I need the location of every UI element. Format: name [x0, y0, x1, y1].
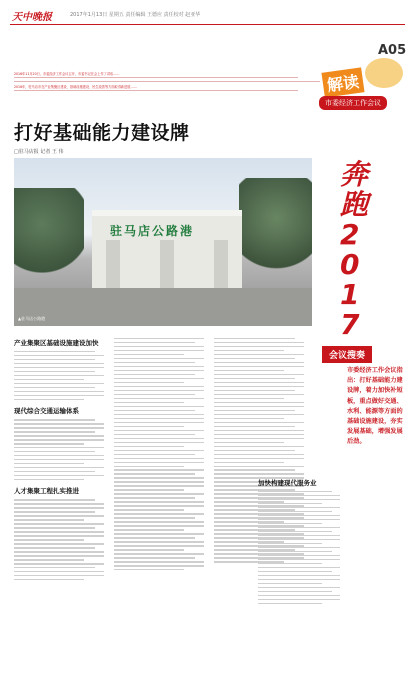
text-line	[258, 531, 332, 532]
text-line	[14, 503, 104, 504]
section-heading-4: 加快构建现代服务业	[258, 479, 317, 487]
text-line	[14, 379, 84, 380]
text-line	[14, 551, 104, 552]
text-line	[114, 338, 204, 339]
text-line	[114, 418, 204, 419]
text-line	[14, 439, 104, 440]
text-line	[214, 354, 304, 355]
text-line	[214, 434, 304, 435]
text-line	[14, 399, 84, 400]
text-line	[258, 559, 340, 560]
text-line	[214, 398, 284, 399]
section-heading-2: 现代综合交通运输体系	[14, 407, 79, 416]
photo-caption: ▲驻马店公路港	[18, 316, 46, 321]
side-tag: 会议搜奏	[322, 346, 372, 363]
masthead	[0, 0, 415, 58]
text-line	[214, 386, 304, 387]
text-line	[14, 443, 84, 444]
text-line	[114, 473, 195, 474]
text-line	[114, 561, 204, 562]
text-line	[258, 583, 322, 584]
text-line	[14, 535, 104, 536]
text-line	[14, 90, 298, 91]
text-line	[14, 435, 104, 436]
text-line	[258, 503, 322, 504]
text-line	[14, 81, 320, 82]
text-line	[114, 505, 204, 506]
text-line	[114, 489, 184, 490]
text-line	[214, 462, 284, 463]
main-photo	[14, 158, 312, 326]
section-heading-3: 人才集聚工程扎实推进	[14, 487, 79, 496]
text-line	[214, 346, 304, 347]
text-line	[14, 579, 84, 580]
text-line	[14, 427, 104, 428]
text-line	[114, 346, 204, 347]
byline: □驻马店报 记者 王 伟	[14, 149, 64, 155]
text-line	[114, 497, 195, 498]
text-line	[114, 386, 204, 387]
text-line	[214, 402, 304, 403]
text-line	[258, 575, 340, 576]
text-line	[258, 547, 340, 548]
text-line	[214, 454, 304, 455]
text-line	[114, 521, 204, 522]
text-line	[214, 418, 284, 419]
text-line	[214, 390, 295, 391]
text-line	[214, 406, 304, 407]
text-line	[258, 543, 322, 544]
text-line	[214, 430, 304, 431]
text-line	[258, 579, 340, 580]
text-line	[14, 363, 104, 364]
text-line	[214, 370, 284, 371]
text-line	[114, 553, 204, 554]
text-line	[114, 537, 195, 538]
text-line	[114, 434, 195, 435]
text-line	[258, 523, 322, 524]
masthead-logo: 天中晚报	[12, 12, 52, 23]
text-line	[14, 383, 104, 384]
text-line	[114, 426, 184, 427]
text-line	[258, 507, 340, 508]
text-line	[114, 374, 195, 375]
text-line	[114, 382, 184, 383]
text-line	[114, 469, 204, 470]
text-line	[14, 571, 104, 572]
text-line	[258, 587, 340, 588]
text-line	[258, 535, 340, 536]
text-line	[214, 358, 295, 359]
gate-sign: 驻马店公路港	[110, 224, 195, 238]
text-line	[14, 567, 95, 568]
text-line	[258, 491, 332, 492]
text-line	[14, 387, 95, 388]
text-line	[114, 545, 204, 546]
text-line	[114, 398, 204, 399]
text-line	[258, 539, 340, 540]
gate-pillar-mid	[160, 240, 174, 290]
text-line	[258, 555, 340, 556]
text-line	[214, 442, 284, 443]
text-line	[14, 391, 104, 392]
text-line	[14, 555, 104, 556]
text-line	[114, 450, 204, 451]
text-line	[214, 458, 304, 459]
text-line	[114, 477, 204, 478]
text-line	[14, 575, 104, 576]
text-line	[258, 499, 340, 500]
section-heading-1: 产业集聚区基础设施建设加快	[14, 339, 99, 347]
text-line	[214, 466, 304, 467]
text-line	[14, 547, 95, 548]
column-2	[114, 338, 204, 573]
text-line	[114, 485, 204, 486]
text-line	[14, 431, 95, 432]
gate-pillar-left	[106, 240, 120, 290]
column-4	[258, 478, 340, 607]
text-line	[214, 446, 304, 447]
tree-right	[239, 178, 312, 278]
text-line	[114, 390, 204, 391]
text-line	[14, 467, 104, 468]
text-line	[14, 451, 95, 452]
text-line	[14, 527, 95, 528]
text-line	[14, 563, 104, 564]
text-line	[114, 557, 195, 558]
text-line	[114, 342, 195, 343]
text-line	[14, 559, 84, 560]
text-line	[258, 567, 340, 568]
intro-block	[14, 72, 329, 94]
text-line	[214, 342, 304, 343]
text-line	[14, 371, 95, 372]
text-line	[114, 406, 204, 407]
text-line	[114, 458, 204, 459]
text-line	[114, 366, 204, 367]
text-line	[114, 370, 204, 371]
text-line	[214, 469, 295, 470]
text-line	[114, 533, 204, 534]
intro-paragraph-2: 2016年，驻马店市在产业集聚区建设、基础设施建设、民生改善等方面取得新进展……	[14, 84, 137, 89]
text-line	[114, 454, 195, 455]
text-line	[114, 362, 195, 363]
text-line	[14, 479, 84, 480]
text-line	[14, 375, 104, 376]
text-line	[114, 525, 204, 526]
text-line	[14, 543, 104, 544]
banner-sublabel: 市委经济工作会议	[319, 96, 387, 110]
text-line	[14, 515, 104, 516]
text-line	[14, 351, 95, 352]
text-line	[214, 438, 304, 439]
text-line	[14, 531, 104, 532]
text-line	[214, 374, 304, 375]
text-line	[14, 459, 104, 460]
text-line	[14, 423, 104, 424]
text-line	[258, 515, 340, 516]
orange-decoration-icon	[365, 58, 403, 88]
text-line	[258, 495, 340, 496]
text-line	[114, 358, 204, 359]
text-line	[114, 438, 204, 439]
page-title: 打好基础能力建设牌	[14, 122, 190, 144]
text-line	[14, 419, 95, 420]
intro-paragraph-1: 2016年11月20日，市委经济工作会议召开，市委书记在会上作了讲话……	[14, 72, 120, 76]
text-line	[14, 355, 104, 356]
text-line	[258, 519, 340, 520]
text-line	[14, 367, 104, 368]
text-line	[214, 473, 304, 474]
text-line	[114, 569, 184, 570]
gate-pillar-right	[214, 240, 228, 290]
text-line	[214, 378, 295, 379]
text-line	[214, 362, 304, 363]
text-line	[114, 350, 204, 351]
text-line	[214, 426, 295, 427]
page-number: A05	[378, 43, 407, 58]
text-line	[114, 549, 184, 550]
text-line	[114, 354, 184, 355]
text-line	[214, 422, 304, 423]
text-line	[114, 529, 184, 530]
text-line	[214, 394, 304, 395]
text-line	[14, 447, 104, 448]
text-line	[214, 414, 304, 415]
text-line	[214, 366, 304, 367]
text-line	[258, 603, 322, 604]
road	[14, 288, 312, 326]
text-line	[114, 394, 195, 395]
text-line	[114, 565, 204, 566]
text-line	[14, 77, 298, 78]
text-line	[14, 395, 104, 396]
tree-left	[14, 188, 84, 278]
text-line	[114, 517, 195, 518]
text-line	[114, 430, 204, 431]
text-line	[14, 511, 95, 512]
side-quote: 市委经济工作会议指出：打好基础能力建设牌，着力加快补短板，重点做好交通、水利、能源等方面的基础设施建设，夯实发展基础，增强发展后劲。	[347, 367, 403, 446]
text-line	[214, 410, 295, 411]
text-line	[258, 563, 322, 564]
text-line	[214, 338, 295, 339]
text-line	[114, 410, 195, 411]
text-line	[114, 446, 184, 447]
text-line	[114, 422, 204, 423]
text-line	[114, 414, 204, 415]
text-line	[114, 501, 204, 502]
masthead-rule	[10, 24, 405, 25]
text-line	[14, 471, 95, 472]
side-vertical-title: 奔跑2017	[340, 158, 369, 341]
text-line	[114, 378, 204, 379]
text-line	[258, 511, 332, 512]
text-line	[114, 509, 184, 510]
text-line	[258, 551, 332, 552]
text-line	[114, 462, 204, 463]
text-line	[14, 463, 84, 464]
text-line	[114, 493, 204, 494]
text-line	[258, 591, 332, 592]
text-line	[14, 455, 104, 456]
text-line	[214, 450, 295, 451]
text-line	[214, 382, 304, 383]
text-line	[114, 442, 204, 443]
text-line	[114, 513, 204, 514]
text-line	[114, 481, 204, 482]
text-line	[14, 507, 104, 508]
text-line	[14, 499, 95, 500]
text-line	[258, 527, 340, 528]
text-line	[14, 519, 84, 520]
text-line	[14, 359, 95, 360]
masthead-info: 2017年1月13日 星期五 责任编辑 王德应 责任校对 赵亚华	[70, 12, 201, 18]
text-line	[14, 539, 84, 540]
text-line	[258, 599, 340, 600]
text-line	[214, 350, 284, 351]
banner-label: 解读	[321, 67, 364, 97]
text-line	[114, 541, 204, 542]
text-line	[258, 595, 340, 596]
text-line	[14, 523, 104, 524]
text-line	[114, 402, 184, 403]
text-line	[114, 466, 184, 467]
column-1	[14, 338, 104, 583]
interpret-banner	[315, 58, 407, 118]
text-line	[258, 571, 332, 572]
text-line	[14, 475, 104, 476]
